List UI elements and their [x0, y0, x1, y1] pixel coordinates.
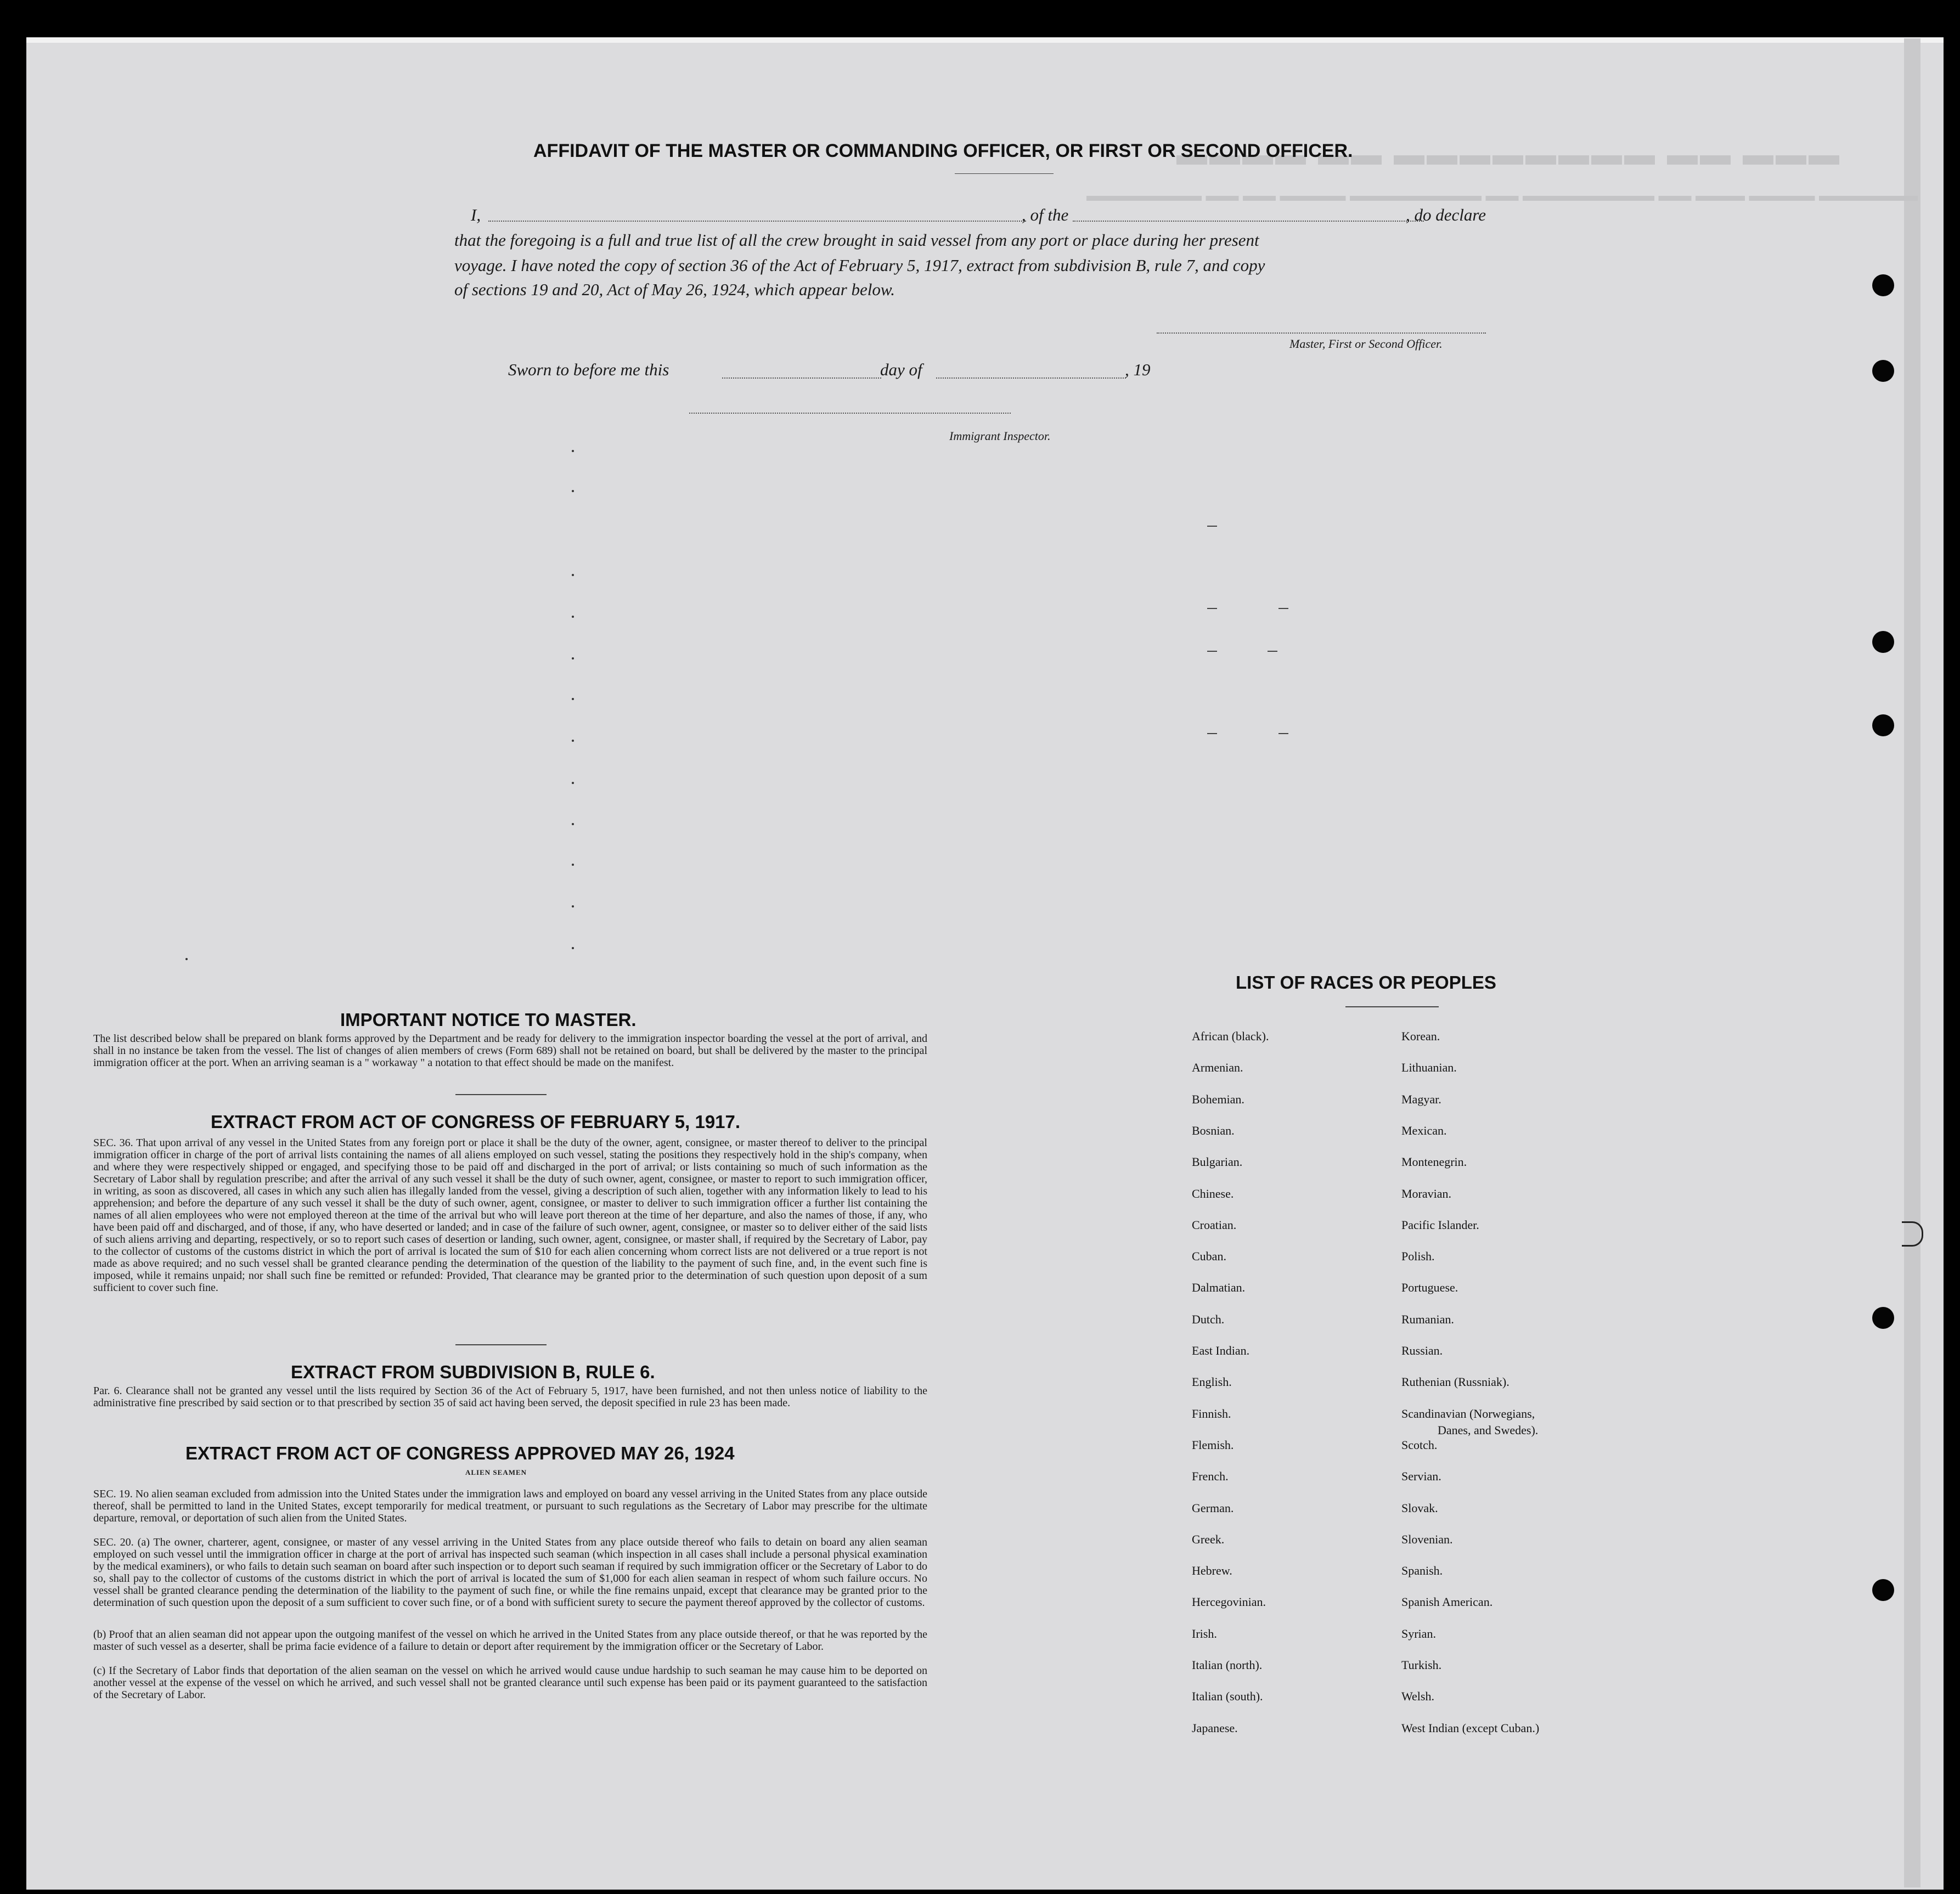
ink-dot: [572, 823, 574, 825]
notice-body: The list described below shall be prepared on blank forms approved by the Department and be ready for delivery to the immigration inspector boarding the vessel at the port of arrival, and shall in no instance be taken from the vessel. The list of changes of alien members of crews (Form 689) shall not be retained on board, but shall be delivered by the master to the principal immigration officer at the port. When an arriving seaman is a " workaway " a notation to that effect should be made on the manifest.: [93, 1033, 927, 1069]
sworn-day-blank: [722, 377, 881, 379]
affidavit-line-3: voyage. I have noted the copy of section 36 of the Act of February 5, 1917, extract from subdivision B, rule 7, and copy: [454, 256, 1265, 275]
rule6-body: Par. 6. Clearance shall not be granted any vessel until the lists required by Section 36 of the Act of February 5, 1917, have been furnished, and not then unless notice of liability to the administrative fine prescribed by said section or to that prescribed by section 35 of said act having been served, the deposit specified in rule 23 has been made.: [93, 1385, 927, 1409]
race-item: Mexican.: [1401, 1124, 1447, 1137]
ink-dot: [572, 698, 574, 700]
ink-dash: [1207, 651, 1217, 652]
punch-hole: [1872, 631, 1894, 653]
race-item-continuation: Danes, and Swedes).: [1438, 1423, 1539, 1437]
race-item: Flemish.: [1192, 1438, 1234, 1452]
vessel-blank: [1073, 221, 1424, 222]
ink-dot: [572, 782, 574, 784]
paper-top-edge: [26, 37, 1944, 43]
notice-title: IMPORTANT NOTICE TO MASTER.: [340, 1010, 637, 1030]
affidavit-title: AFFIDAVIT OF THE MASTER OR COMMANDING OFFICER, OR FIRST OR SECOND OFFICER.: [533, 140, 1353, 161]
paper-sheet: [26, 40, 1944, 1890]
race-item: Rumanian.: [1401, 1312, 1454, 1326]
race-item: Dutch.: [1192, 1312, 1225, 1326]
extract-1917-title: EXTRACT FROM ACT OF CONGRESS OF FEBRUARY 5, 1917.: [211, 1112, 741, 1132]
paper-right-edge: [1904, 38, 1920, 1887]
race-item: Magyar.: [1401, 1092, 1441, 1106]
sworn-label: Sworn to before me this: [508, 360, 669, 379]
race-item: Finnish.: [1192, 1407, 1231, 1420]
section-20a-text: SEC. 20. (a) The owner, charterer, agent, consignee, or master of any vessel arriving in the United States from any place outside thereof who fails to detain on board any alien seaman employed on such vessel until the immigration officer in charge at the port of arrival has inspected such seaman (which inspection in all cases shall include a personal physical examination by the medical examiners), or who fails to detain such seaman on board after such inspection or to deport such seaman if required by such immigration officer or the Secretary of Labor to do so, shall pay to the collector of customs of the customs district in which the port of arrival is located the sum of $1,000 for each alien seaman in respect of whom such failure occurs. No vessel shall be granted clearance pending the determination of the liability to the payment of such fine, or while the fine remains unpaid, except that clearance may be granted prior to the determination of such question upon the deposit of a sum sufficient to cover such fine, or of a bond with sufficient surety to secure the payment thereof approved by the collector of customs.: [93, 1536, 927, 1609]
name-blank: [488, 221, 1026, 222]
section-19-text: SEC. 19. No alien seaman excluded from admission into the United States under the immigration laws and employed on board any vessel arriving in the United States from any place outside thereof, shall be permitted to land in the United States, except temporarily for medical treatment, or pursuant to such regulations as the Secretary of Labor may prescribe for the ultimate departure, removal, or deportation of such alien from the United States.: [93, 1488, 927, 1524]
rule6-title: EXTRACT FROM SUBDIVISION B, RULE 6.: [291, 1362, 655, 1382]
punch-hole: [1872, 360, 1894, 382]
race-item: Scandinavian (Norwegians,: [1401, 1407, 1535, 1420]
races-title-underline: [1345, 1006, 1439, 1007]
section-divider: [455, 1094, 547, 1095]
race-item: Syrian.: [1401, 1627, 1436, 1641]
master-signature-label: Master, First or Second Officer.: [1289, 337, 1443, 351]
race-item: Pacific Islander.: [1401, 1218, 1479, 1232]
race-item: Ruthenian (Russniak).: [1401, 1375, 1510, 1389]
race-item: German.: [1192, 1501, 1234, 1515]
race-item: Bohemian.: [1192, 1092, 1244, 1106]
race-item: Slovenian.: [1401, 1532, 1453, 1546]
ink-dot: [572, 947, 574, 949]
extract-1924-title: EXTRACT FROM ACT OF CONGRESS APPROVED MAY 26, 1924: [185, 1443, 735, 1463]
month-blank: [936, 377, 1126, 379]
race-item: Korean.: [1401, 1029, 1440, 1043]
ink-dot: [572, 490, 574, 492]
race-item: East Indian.: [1192, 1344, 1250, 1357]
race-item: Hebrew.: [1192, 1564, 1232, 1577]
punch-hole: [1872, 274, 1894, 296]
ink-dash: [1278, 608, 1288, 609]
race-item: Spanish.: [1401, 1564, 1443, 1577]
ink-dash: [1268, 651, 1277, 652]
ink-dot: [572, 740, 574, 742]
affidavit-line-4: of sections 19 and 20, Act of May 26, 1924, which appear below.: [454, 280, 895, 299]
inspector-label: Immigrant Inspector.: [949, 429, 1051, 443]
alien-seamen-subtitle: ALIEN SEAMEN: [465, 1468, 527, 1476]
races-title: LIST OF RACES OR PEOPLES: [1236, 972, 1496, 993]
race-item: French.: [1192, 1469, 1229, 1483]
punch-hole: [1872, 1579, 1894, 1601]
inspector-signature-line: [689, 413, 1011, 414]
race-item: Bosnian.: [1192, 1124, 1235, 1137]
ink-dot: [572, 616, 574, 618]
title-underline: [955, 173, 1054, 174]
race-item: Welsh.: [1401, 1689, 1434, 1703]
bleed-through-heading: ▬▬▬ ▬▬ ▬▬▬▬▬▬▬▬ ▬▬ ▬▬▬▬: [1174, 138, 1839, 172]
ink-dot: [572, 450, 574, 452]
race-item: Portuguese.: [1401, 1281, 1458, 1294]
bleed-through-line: ▬▬▬▬▬▬ ▬▬▬▬ ▬▬▬ ▬▬ ▬▬▬▬▬▬▬▬ ▬▬ ▬▬▬▬▬▬▬▬ ▬▬▬▬ ▬▬ ▬▬ ▬▬▬▬▬▬▬: [1086, 187, 1918, 205]
race-item: Bulgarian.: [1192, 1155, 1243, 1169]
affidavit-i: I,: [471, 205, 481, 224]
race-item: Cuban.: [1192, 1249, 1226, 1263]
race-item: Irish.: [1192, 1627, 1217, 1641]
section-20c-text: (c) If the Secretary of Labor finds that deportation of the alien seaman on the vessel on which he arrived would cause undue hardship to such seaman he may cause him to be deported on another vessel at the expense of the vessel on which he arrived, and such vessel shall not be granted clearance until such expense has been paid or its payment guaranteed to the satisfaction of the Secretary of Labor.: [93, 1665, 927, 1701]
race-item: Scotch.: [1401, 1438, 1438, 1452]
ink-dot: [572, 657, 574, 659]
race-item: English.: [1192, 1375, 1232, 1389]
ink-dot: [572, 574, 574, 576]
race-item: Spanish American.: [1401, 1595, 1493, 1609]
race-item: Greek.: [1192, 1532, 1225, 1546]
race-item: Servian.: [1401, 1469, 1441, 1483]
day-of-label: day of: [880, 360, 922, 379]
race-item: Italian (north).: [1192, 1658, 1263, 1672]
year-label: , 19: [1125, 360, 1151, 379]
ink-dash: [1207, 733, 1217, 734]
race-item: Hercegovinian.: [1192, 1595, 1266, 1609]
race-item: Russian.: [1401, 1344, 1443, 1357]
race-item: Lithuanian.: [1401, 1061, 1457, 1074]
punch-hole: [1872, 714, 1894, 736]
race-item: Turkish.: [1401, 1658, 1442, 1672]
section-divider: [455, 1344, 547, 1345]
ink-dash: [1278, 733, 1288, 734]
affidavit-line-2: that the foregoing is a full and true list of all the crew brought in said vessel from any port or place during her present: [454, 230, 1259, 250]
master-signature-line: [1157, 332, 1486, 334]
punch-hole-outline: [1902, 1221, 1923, 1247]
race-item: Polish.: [1401, 1249, 1435, 1263]
extract-1917-body: SEC. 36. That upon arrival of any vessel in the United States from any foreign port or place it shall be the duty of the owner, agent, consignee, or master thereof to deliver to the principal immigration officer in charge of the port of arrival lists containing the names of all aliens employed on such vessel, stating the positions they respectively hold in the ship's company, when and where they were respectively shipped or engaged, and specifying those to be paid off and discharged in the port of arrival; or lists containing so much of such information as the Secretary of Labor shall by regulation prescribe; and after the arrival of any such vessel it shall be the duty of such owner, agent, consignee, or master to report to such immigration officer, in writing, as soon as discovered, all cases in which any such alien has illegally landed from the vessel, giving a description of such alien, together with any information likely to lead to his apprehension; and before the departure of any such vessel it shall be the duty of such owner, agent, consignee, or master to deliver to such immigration officer a further list containing the names of all alien employees who were not employed thereon at the time of the arrival but who will leave port thereon at the time of her departure, and also the names of those, if any, who have been paid off and discharged, and of those, if any, who have deserted or landed; and in case of the failure of such owner, agent, consignee, or master so to deliver either of the said lists of such aliens arriving and departing, respectively, or so to report such cases of desertion or landing, such owner, agent, consignee, or master shall, if required by the Secretary of Labor, pay to the collector of customs of the customs district in which the port of arrival is located the sum of $10 for each alien concerning whom correct lists are not delivered or a true report is not made as above required; and no such vessel shall be granted clearance pending the determination of the question of the liability to the payment of such fine, and, in the event such fine is imposed, while it remains unpaid; nor shall such fine be remitted or refunded: Provided, That clearance may be granted prior to the determination of such question upon deposit of a sum sufficient to cover such fine.: [93, 1137, 927, 1294]
race-item: West Indian (except Cuban.): [1401, 1721, 1540, 1735]
race-item: Chinese.: [1192, 1187, 1234, 1200]
ink-dash: [1207, 608, 1217, 609]
race-item: Japanese.: [1192, 1721, 1238, 1735]
punch-hole: [1872, 1307, 1894, 1329]
affidavit-of-the: , of the: [1022, 205, 1069, 224]
race-item: Croatian.: [1192, 1218, 1237, 1232]
race-item: Moravian.: [1401, 1187, 1452, 1200]
ink-dot: [572, 905, 574, 907]
race-item: Slovak.: [1401, 1501, 1438, 1515]
ink-dash: [1207, 526, 1217, 527]
affidavit-declare: , do declare: [1406, 205, 1486, 224]
race-item: Armenian.: [1192, 1061, 1243, 1074]
ink-dot: [572, 864, 574, 866]
race-item: Dalmatian.: [1192, 1281, 1246, 1294]
race-item: Italian (south).: [1192, 1689, 1263, 1703]
ink-dot: [185, 958, 188, 960]
race-item: African (black).: [1192, 1029, 1269, 1043]
section-20b-text: (b) Proof that an alien seaman did not appear upon the outgoing manifest of the vessel on which he arrived in the United States from any place outside thereof, or that he was reported by the master of such vessel as a deserter, shall be prima facie evidence of a failure to detain or deport after requirement by the immigration officer or the Secretary of Labor.: [93, 1628, 927, 1653]
race-item: Montenegrin.: [1401, 1155, 1467, 1169]
